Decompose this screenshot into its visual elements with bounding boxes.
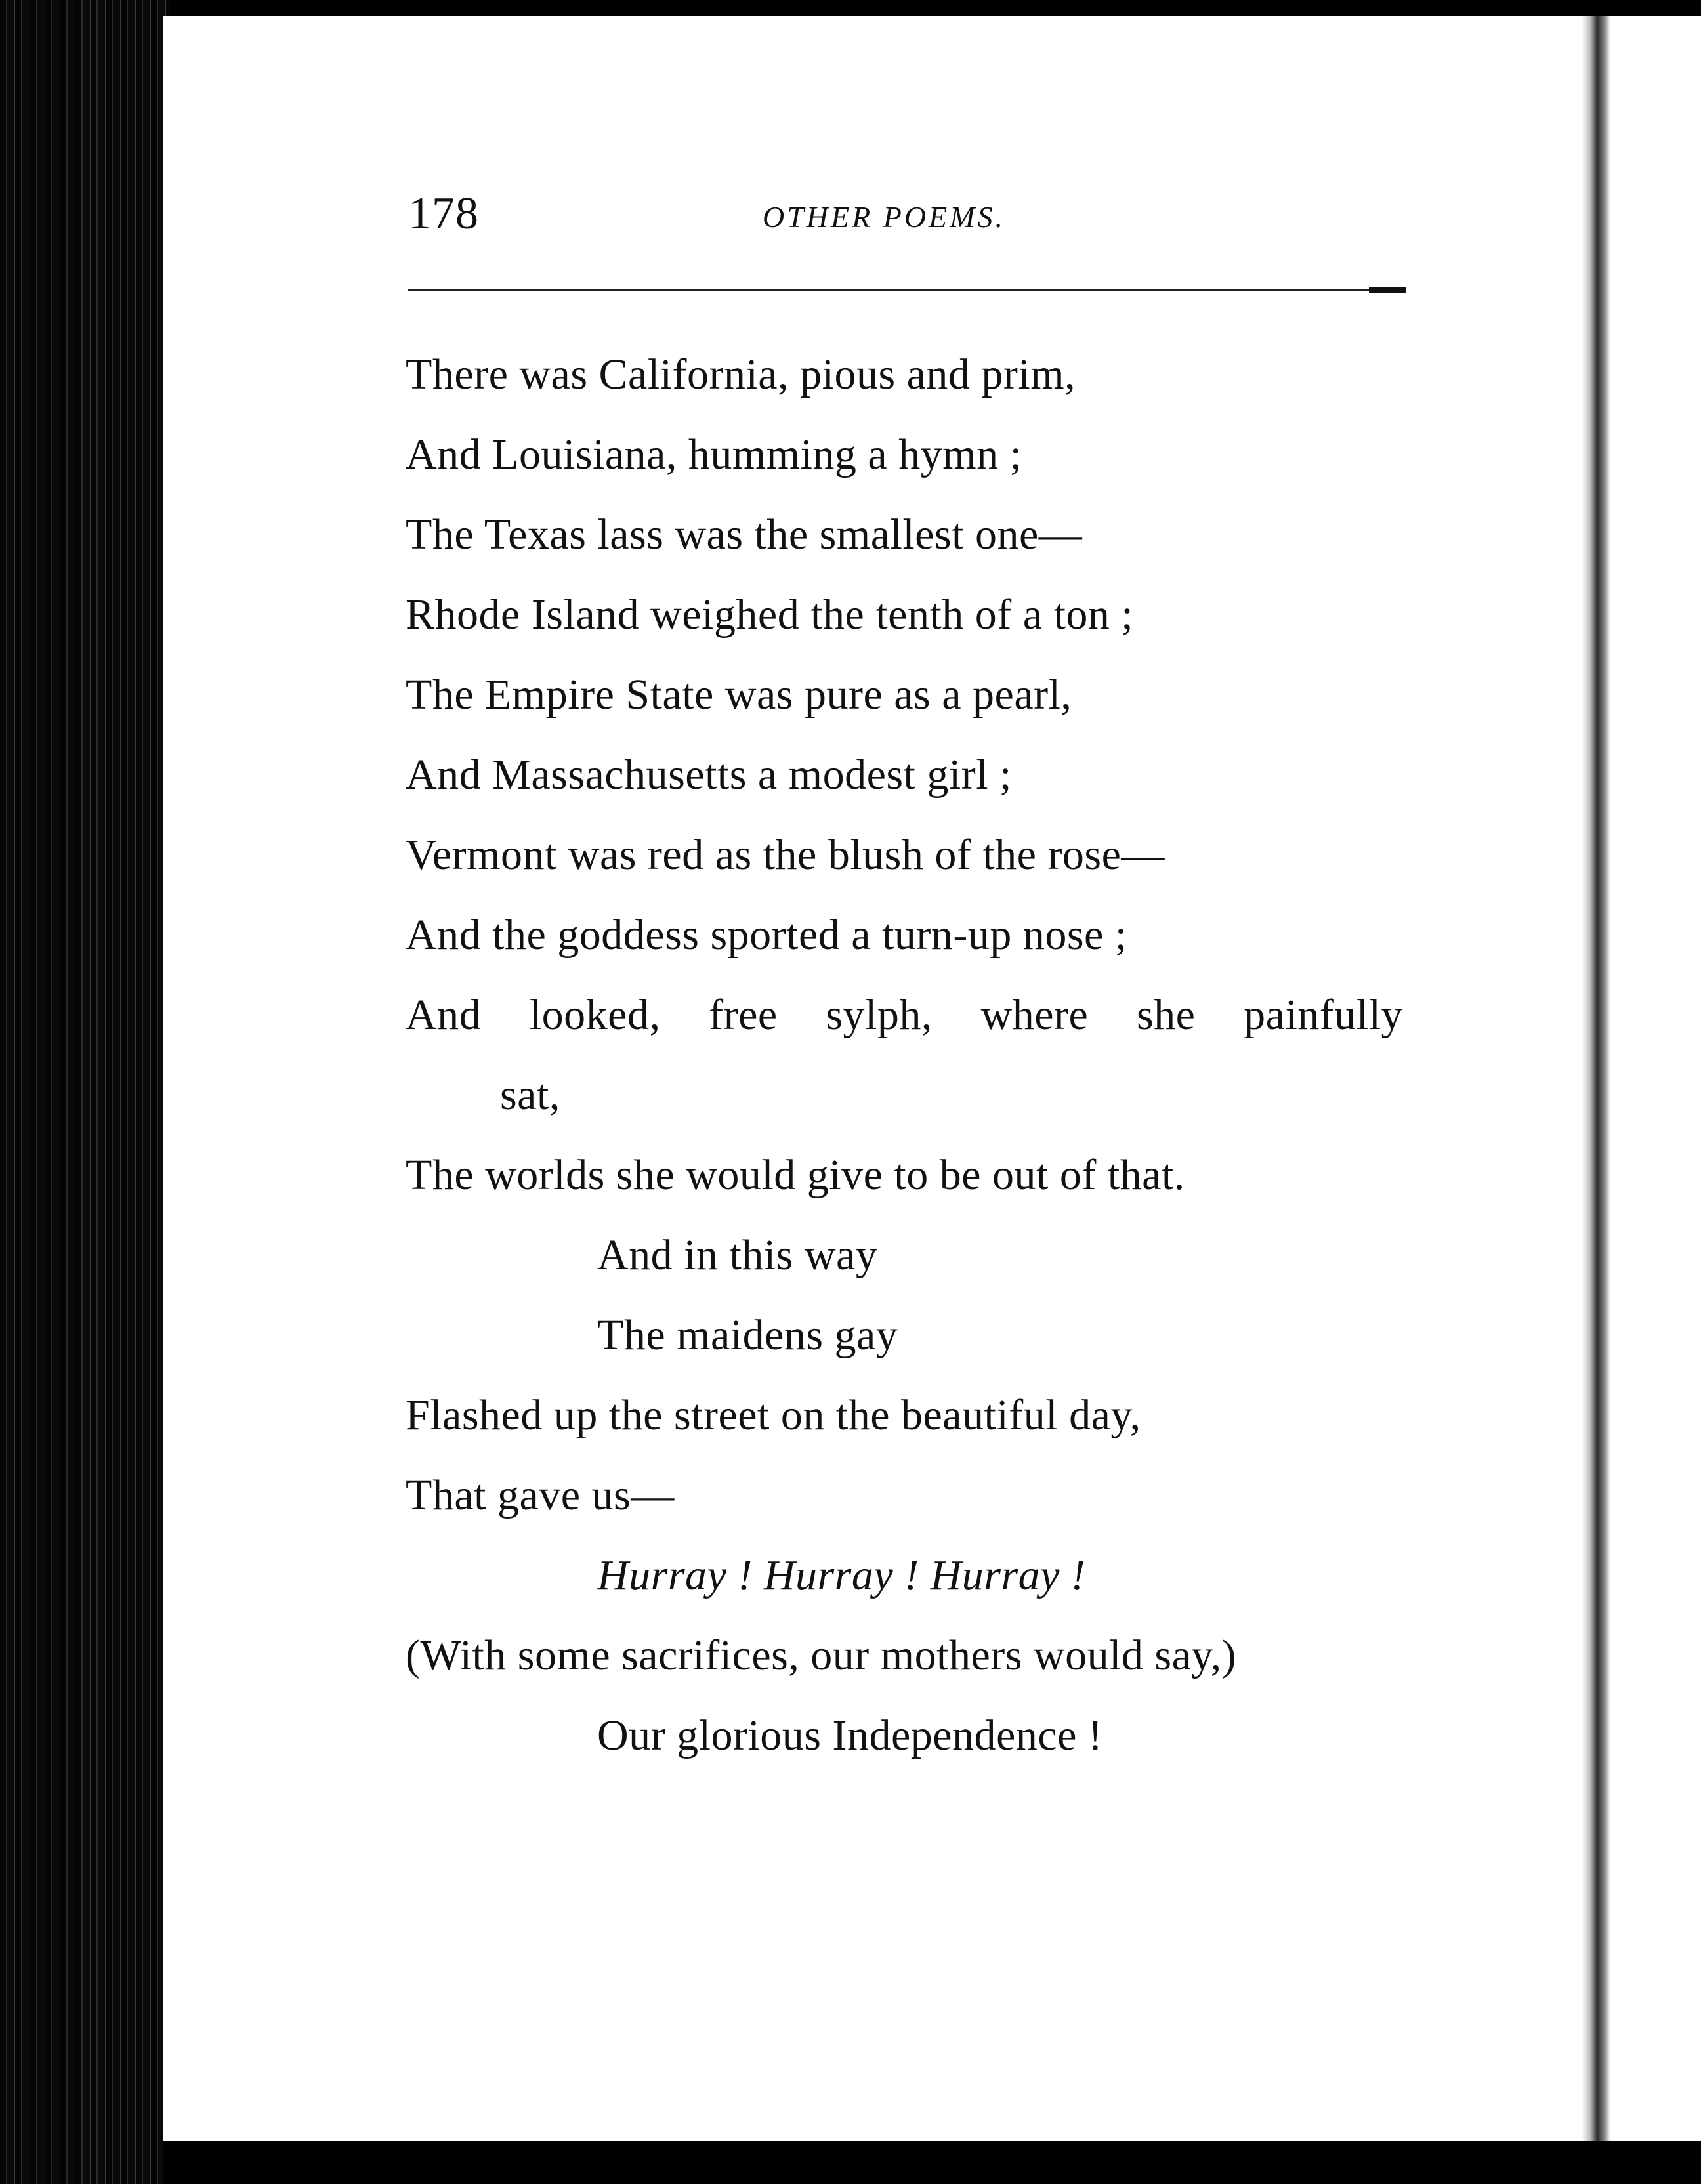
book-spine xyxy=(1582,16,1610,2142)
book-edge xyxy=(0,0,171,2184)
poem-line: The worlds she would give to be out of that. xyxy=(406,1151,1185,1199)
refrain-line: The maidens gay xyxy=(597,1311,898,1359)
poem-word: And xyxy=(406,991,482,1039)
facing-page-edge xyxy=(1610,16,1701,2162)
poem-word: looked, xyxy=(529,991,661,1039)
poem-line: Flashed up the street on the beautiful day, xyxy=(406,1391,1141,1439)
poem-word: sylph, xyxy=(826,991,933,1039)
poem-line-continuation: sat, xyxy=(500,1071,560,1119)
poem-word: where xyxy=(980,991,1089,1039)
poem-line: Rhode Island weighed the tenth of a ton ; xyxy=(406,591,1134,639)
closing-line: Our glorious Independence ! xyxy=(597,1712,1103,1759)
bottom-shadow xyxy=(163,2141,1701,2184)
poem-line: The Texas lass was the smallest one— xyxy=(406,511,1083,558)
header-rule-end xyxy=(1369,287,1406,293)
running-title: OTHER POEMS. xyxy=(763,200,1005,234)
poem-line-justified xyxy=(406,975,1403,1055)
page-number: 178 xyxy=(408,188,479,239)
poem-line: And Massachusetts a modest girl ; xyxy=(406,751,1012,799)
header-rule xyxy=(408,289,1406,291)
poem-line: The Empire State was pure as a pearl, xyxy=(406,671,1072,719)
poem-word: she xyxy=(1136,991,1196,1039)
poem-line: That gave us— xyxy=(406,1471,675,1519)
poem-line: There was California, pious and prim, xyxy=(406,350,1076,398)
poem-line: And Louisiana, humming a hymn ; xyxy=(406,430,1022,478)
poem-word: painfully xyxy=(1244,991,1403,1039)
refrain-line: And in this way xyxy=(597,1231,878,1279)
page-header xyxy=(408,188,1406,247)
poem-body xyxy=(406,335,1416,1776)
poem-word: free xyxy=(709,991,778,1039)
poem-line: (With some sacrifices, our mothers would say,) xyxy=(406,1631,1237,1679)
poem-line: And the goddess sported a turn-up nose ; xyxy=(406,911,1127,959)
cheer-line: Hurray ! Hurray ! Hurray ! xyxy=(597,1551,1086,1599)
poem-line: Vermont was red as the blush of the rose— xyxy=(406,831,1165,879)
